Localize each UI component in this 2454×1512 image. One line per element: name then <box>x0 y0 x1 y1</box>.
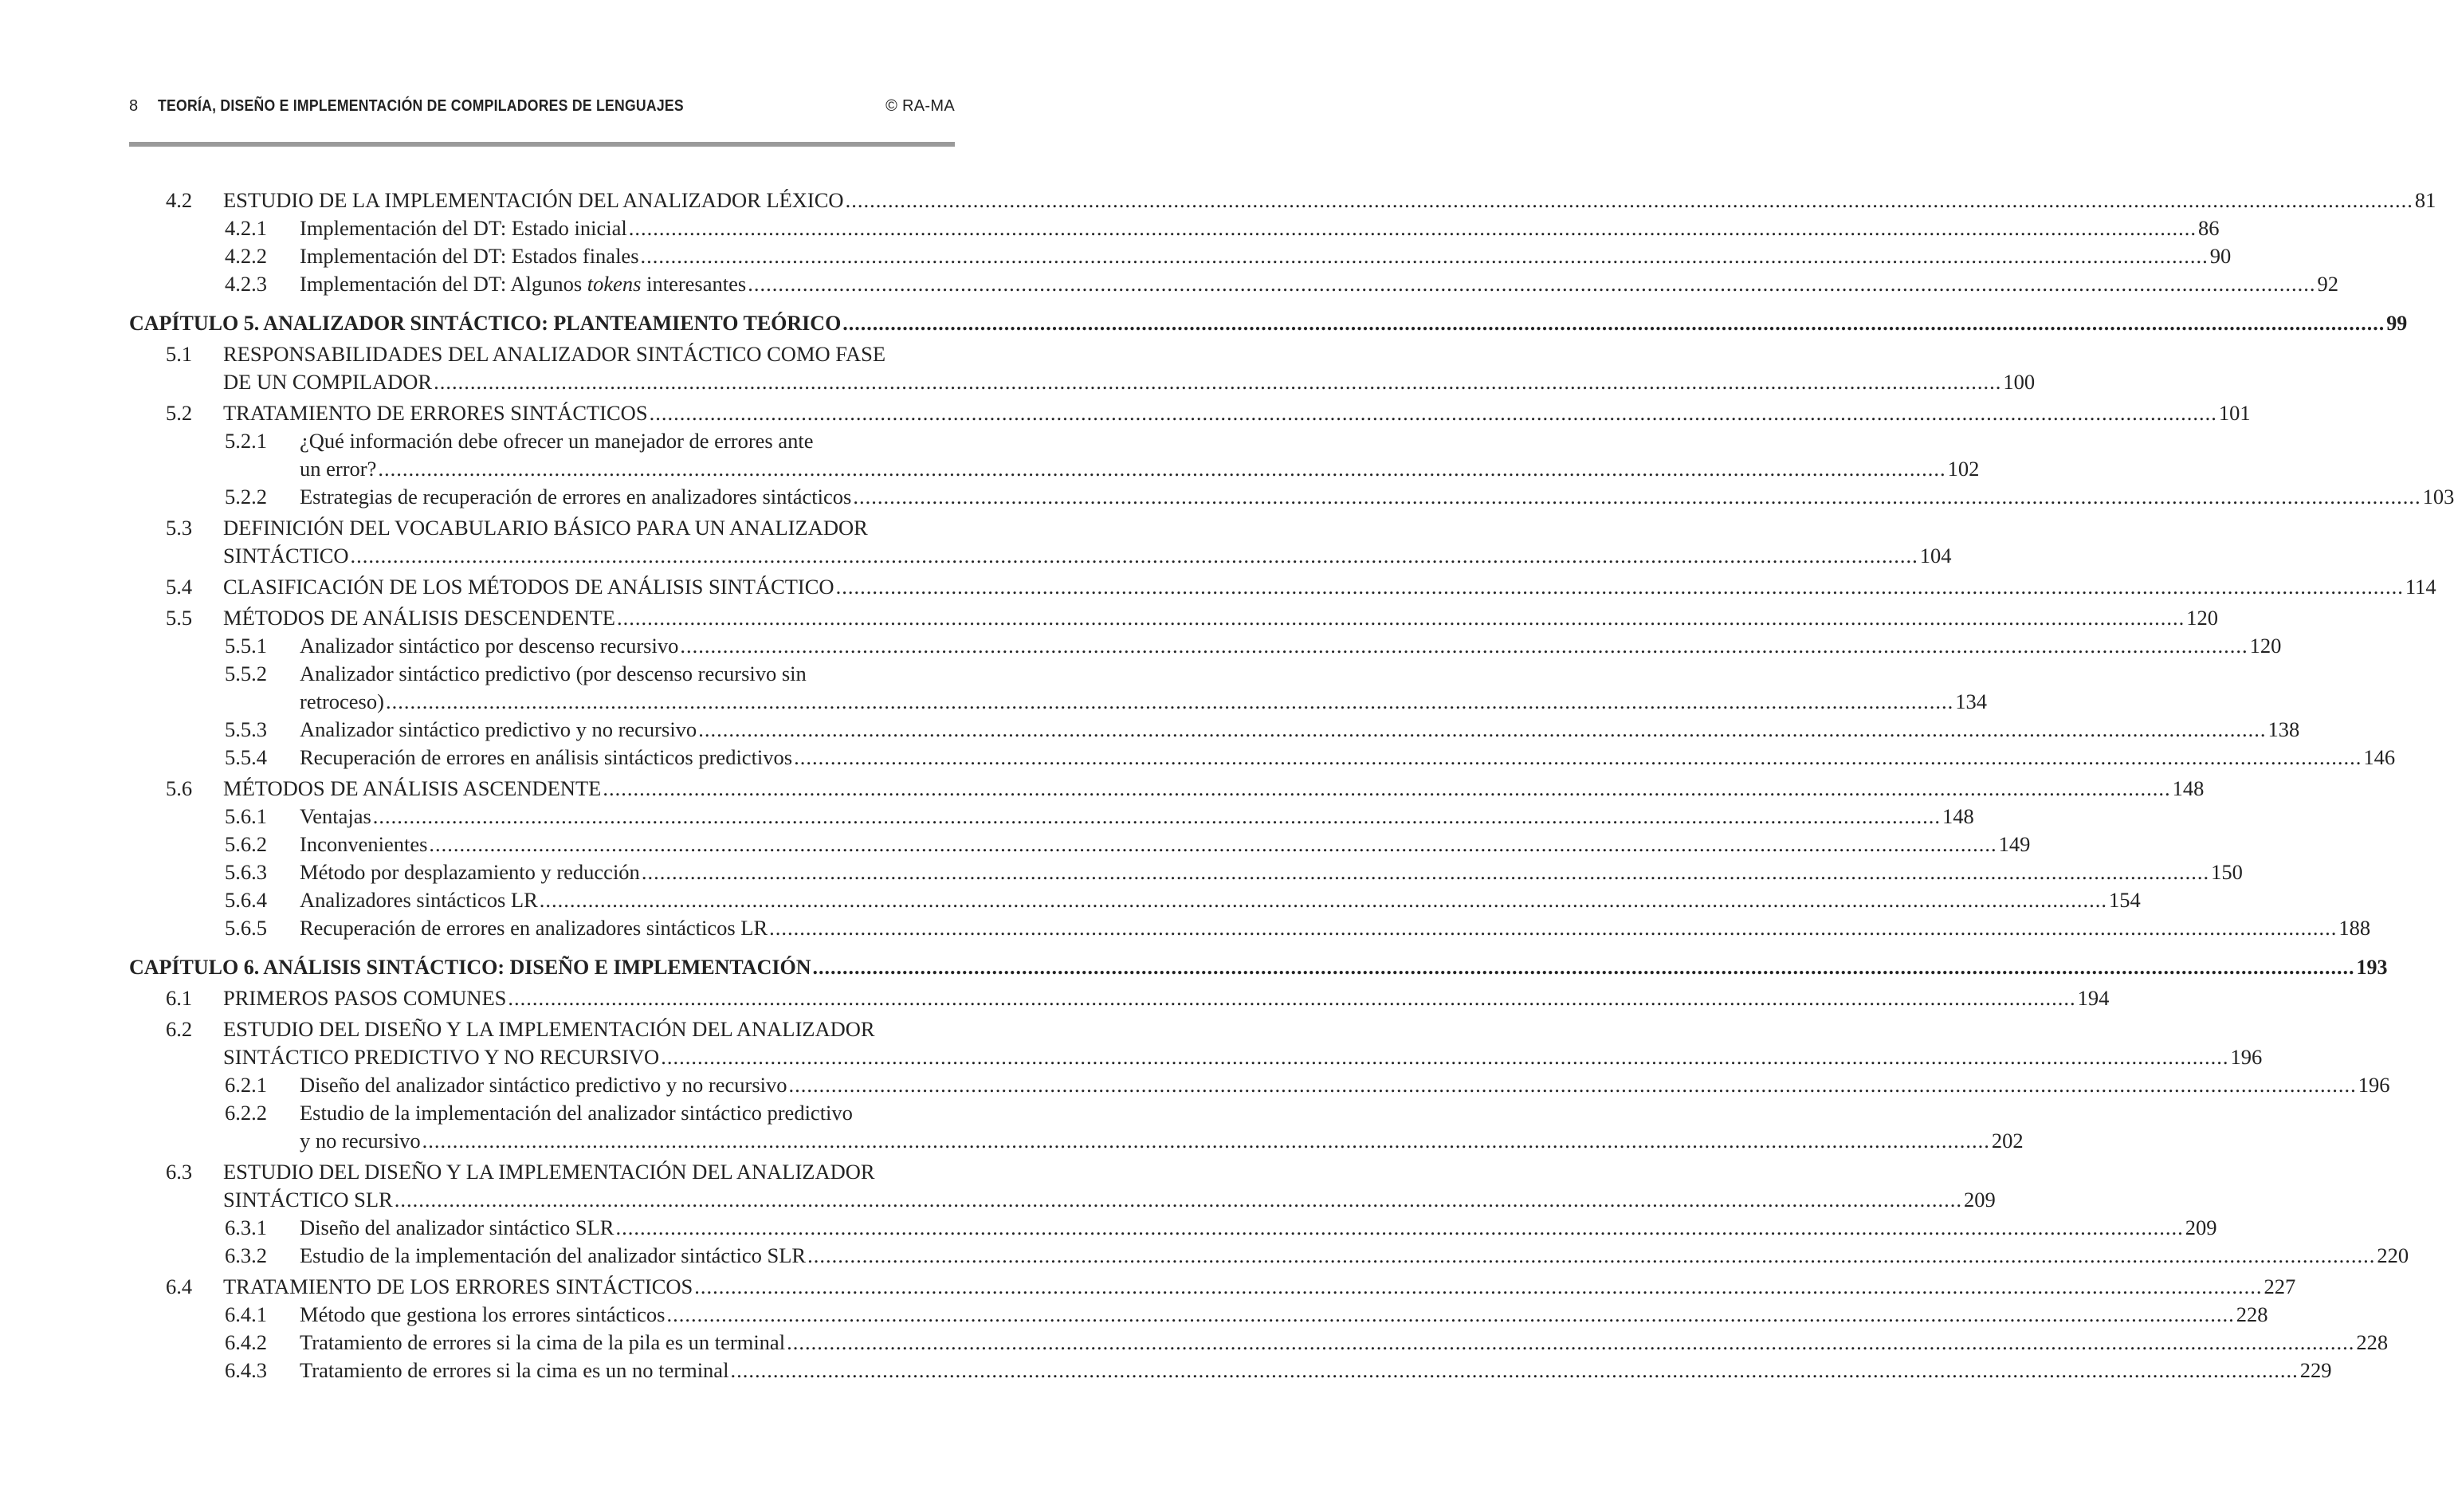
toc-section <box>129 1158 1996 1214</box>
toc-subsection <box>129 1214 2217 1242</box>
toc-entry-number: 5.6.3 <box>225 860 267 884</box>
dot-leader <box>842 309 2385 337</box>
dot-leader <box>650 399 2217 427</box>
toc-entry-title: y no recursivo <box>300 1129 421 1153</box>
toc-page-number: 228 <box>2236 1302 2268 1326</box>
toc-entry-title: Método que gestiona los errores sintácticos <box>300 1302 666 1326</box>
dot-leader <box>351 542 1918 570</box>
toc-subsection <box>129 632 2282 660</box>
toc-entry-title: ESTUDIO DE LA IMPLEMENTACIÓN DEL ANALIZADOR LÉXICO <box>223 188 844 212</box>
dot-leader <box>434 368 2001 396</box>
toc-subsection <box>129 1357 2332 1384</box>
toc-entry-title: DE UN COMPILADOR <box>223 370 433 394</box>
toc-entry-title: Analizador sintáctico predictivo y no recursivo <box>300 717 697 741</box>
toc-entry-number: 5.6 <box>166 776 193 800</box>
toc-entry-number: 6.2.2 <box>225 1101 267 1125</box>
toc-entry-number: 6.4 <box>166 1274 193 1298</box>
toc-page-number: 103 <box>2422 485 2454 509</box>
dot-leader <box>540 886 2107 914</box>
toc-entry-number: 4.2.2 <box>225 244 267 268</box>
toc-entry-number: 6.4.1 <box>225 1302 267 1326</box>
toc-page-number: 154 <box>2109 888 2141 912</box>
toc-entry-number: 5.5.4 <box>225 745 267 769</box>
toc-entry-number: 5.6.5 <box>225 916 267 940</box>
dot-leader <box>730 1357 2298 1384</box>
toc-entry-title: Inconvenientes <box>300 832 428 856</box>
toc-section <box>129 399 2251 427</box>
toc-entry-number: 5.6.1 <box>225 804 267 828</box>
toc-entry-title: RESPONSABILIDADES DEL ANALIZADOR SINTÁCTICO COMO FASE <box>223 342 886 366</box>
dot-leader <box>748 270 2315 298</box>
toc-entry-number: 5.5.3 <box>225 717 267 741</box>
toc-entry-number: 5.3 <box>166 516 193 540</box>
toc-entry-number: 6.3.1 <box>225 1215 267 1239</box>
toc-page-number: 209 <box>1964 1188 1996 1212</box>
toc-entry-title: ESTUDIO DEL DISEÑO Y LA IMPLEMENTACIÓN DEL ANALIZADOR <box>223 1017 875 1041</box>
toc-entry-title: Recuperación de errores en analizadores sintácticos LR <box>300 916 768 940</box>
running-header <box>129 92 955 120</box>
toc-entry-title: SINTÁCTICO <box>223 544 349 567</box>
toc-page-number: 104 <box>1919 544 1952 567</box>
toc-entry-title: Tratamiento de errores si la cima es un no terminal <box>300 1358 729 1382</box>
toc-entry-title: Tratamiento de errores si la cima de la pila es un terminal <box>300 1330 786 1354</box>
toc-entry-number: 5.5 <box>166 606 193 630</box>
toc-entry-title: Implementación del DT: Estados finales <box>300 244 639 268</box>
toc-section <box>129 984 2110 1012</box>
toc-entry-number: 6.2 <box>166 1017 193 1041</box>
toc-entry-title: ¿Qué información debe ofrecer un manejador de errores ante <box>300 429 814 453</box>
dot-leader <box>373 803 1941 831</box>
toc-page-number: 196 <box>2358 1073 2390 1097</box>
toc-subsection <box>129 858 2243 886</box>
toc-entry-number: 4.2.3 <box>225 272 267 296</box>
toc-entry-number: 5.1 <box>166 342 193 366</box>
toc-subsection <box>129 270 2338 298</box>
toc-entry-title: TRATAMIENTO DE ERRORES SINTÁCTICOS <box>223 401 648 425</box>
dot-leader <box>603 775 2170 803</box>
toc-section <box>129 187 2436 214</box>
toc-subsection <box>129 1329 2389 1357</box>
toc-entry-title: Diseño del analizador sintáctico SLR <box>300 1215 614 1239</box>
toc-page-number: 209 <box>2185 1215 2217 1239</box>
toc-entry-title: Método por desplazamiento y reducción <box>300 860 640 884</box>
toc-entry-number: 5.2 <box>166 401 193 425</box>
toc-subsection <box>129 831 2031 858</box>
toc-entry-number: 6.3 <box>166 1160 193 1184</box>
toc-page-number: 114 <box>2405 575 2436 599</box>
toc-subsection <box>129 660 1987 716</box>
toc-page-number: 149 <box>1998 832 2031 856</box>
dot-leader <box>789 1071 2357 1099</box>
toc-page-number: 148 <box>1942 804 1974 828</box>
page-number: 8 <box>129 96 139 115</box>
toc-page-number: 227 <box>2264 1274 2296 1298</box>
toc-section <box>129 573 2436 601</box>
toc-page-number: 101 <box>2218 401 2251 425</box>
dot-leader <box>642 858 2209 886</box>
toc-page-number: 86 <box>2198 216 2220 240</box>
toc-entry-title: Implementación del DT: Algunos tokens interesantes <box>300 272 747 296</box>
toc-page-number: 102 <box>1947 457 1980 481</box>
toc-page-number: 120 <box>2186 606 2218 630</box>
dot-leader <box>395 1186 1962 1214</box>
dot-leader <box>661 1043 2228 1071</box>
toc-page-number: 193 <box>2356 956 2388 979</box>
toc-entry-title: CAPÍTULO 5. ANALIZADOR SINTÁCTICO: PLANTEAMIENTO TEÓRICO <box>129 312 842 335</box>
toc-section <box>129 775 2205 803</box>
toc-page-number: 150 <box>2211 860 2243 884</box>
toc-entry-title: retroceso) <box>300 689 384 713</box>
dot-leader <box>680 632 2248 660</box>
toc-section <box>129 514 1952 570</box>
toc-page-number: 81 <box>2414 188 2436 212</box>
toc-entry-title: MÉTODOS DE ANÁLISIS ASCENDENTE <box>223 776 602 800</box>
toc-entry-number: 6.2.1 <box>225 1073 267 1097</box>
header-rule <box>129 142 955 147</box>
toc-page-number: 90 <box>2209 244 2232 268</box>
toc-subsection <box>129 716 2300 744</box>
toc-subsection <box>129 914 2371 942</box>
toc-entry-title: MÉTODOS DE ANÁLISIS DESCENDENTE <box>223 606 615 630</box>
toc-entry-title: Diseño del analizador sintáctico predictivo y no recursivo <box>300 1073 787 1097</box>
toc-entry-title: Implementación del DT: Estado inicial <box>300 216 627 240</box>
toc-entry-title: Estudio de la implementación del analizador sintáctico predictivo <box>300 1101 853 1125</box>
toc-page-number: 196 <box>2230 1045 2263 1069</box>
toc-page-number: 220 <box>2377 1243 2409 1267</box>
toc-entry-number: 4.2.1 <box>225 216 267 240</box>
book-title: TEORÍA, DISEÑO E IMPLEMENTACIÓN DE COMPILADORES DE LENGUAJES <box>158 96 684 115</box>
dot-leader <box>794 744 2362 772</box>
toc-page-number: 194 <box>2077 986 2110 1010</box>
toc-entry-number: 4.2 <box>166 188 193 212</box>
toc-entry-title: Analizador sintáctico predictivo (por descenso recursivo sin <box>300 662 807 685</box>
dot-leader <box>666 1301 2234 1329</box>
toc-subsection <box>129 1071 2390 1099</box>
toc-section <box>129 604 2218 632</box>
toc-subsection <box>129 803 1974 831</box>
toc-page-number: 148 <box>2172 776 2205 800</box>
dot-leader <box>698 716 2266 744</box>
dot-leader <box>836 573 2404 601</box>
dot-leader <box>378 455 1946 483</box>
dot-leader <box>615 1214 2183 1242</box>
toc-entry-title: Recuperación de errores en análisis sintácticos predictivos <box>300 745 793 769</box>
dot-leader <box>617 604 2185 632</box>
dot-leader <box>853 483 2421 511</box>
dot-leader <box>429 831 1997 858</box>
toc-page-number: 99 <box>2386 312 2408 335</box>
toc-page-number: 202 <box>1991 1129 2024 1153</box>
publisher-mark: © RA-MA <box>885 96 955 115</box>
toc-subsection <box>129 744 2396 772</box>
dot-leader <box>813 953 2355 981</box>
toc-entry-title: un error? <box>300 457 377 481</box>
toc-section <box>129 1273 2296 1301</box>
toc-page-number: 100 <box>2003 370 2036 394</box>
dot-leader <box>422 1127 1990 1155</box>
toc-chapter <box>129 309 2408 337</box>
dot-leader <box>846 187 2413 214</box>
toc-entry-number: 5.2.2 <box>225 485 267 509</box>
toc-subsection <box>129 242 2232 270</box>
toc-entry-title: Analizador sintáctico por descenso recursivo <box>300 634 679 658</box>
toc-entry-number: 6.4.2 <box>225 1330 267 1354</box>
toc-page-number: 188 <box>2338 916 2371 940</box>
dot-leader <box>694 1273 2262 1301</box>
toc-entry-number: 6.3.2 <box>225 1243 267 1267</box>
toc-entry-title: CLASIFICACIÓN DE LOS MÉTODOS DE ANÁLISIS SINTÁCTICO <box>223 575 834 599</box>
toc-entry-title: DEFINICIÓN DEL VOCABULARIO BÁSICO PARA UN ANALIZADOR <box>223 516 868 540</box>
toc-page-number: 120 <box>2249 634 2282 658</box>
dot-leader <box>807 1242 2375 1270</box>
toc-entry-title: PRIMEROS PASOS COMUNES <box>223 986 507 1010</box>
toc-page-number: 138 <box>2267 717 2300 741</box>
dot-leader <box>629 214 2197 242</box>
toc-entry-title: Ventajas <box>300 804 371 828</box>
toc-entry-title: SINTÁCTICO PREDICTIVO Y NO RECURSIVO <box>223 1045 660 1069</box>
toc-subsection <box>129 483 2454 511</box>
toc-subsection <box>129 214 2220 242</box>
table-of-contents <box>129 183 2454 1384</box>
toc-page-number: 146 <box>2363 745 2396 769</box>
toc-entry-number: 5.4 <box>166 575 193 599</box>
dot-leader <box>508 984 2075 1012</box>
toc-entry-title: CAPÍTULO 6. ANÁLISIS SINTÁCTICO: DISEÑO E IMPLEMENTACIÓN <box>129 956 811 979</box>
toc-entry-number: 5.6.2 <box>225 832 267 856</box>
toc-page-number: 92 <box>2317 272 2338 296</box>
toc-page-number: 229 <box>2299 1358 2332 1382</box>
toc-entry-title: Estudio de la implementación del analizador sintáctico SLR <box>300 1243 807 1267</box>
toc-subsection <box>129 1301 2268 1329</box>
toc-entry-title: Estrategias de recuperación de errores en analizadores sintácticos <box>300 485 852 509</box>
toc-entry-title: ESTUDIO DEL DISEÑO Y LA IMPLEMENTACIÓN DEL ANALIZADOR <box>223 1160 875 1184</box>
dot-leader <box>787 1329 2354 1357</box>
toc-chapter <box>129 953 2388 981</box>
toc-page-number: 228 <box>2356 1330 2389 1354</box>
toc-subsection <box>129 1099 2024 1155</box>
dot-leader <box>769 914 2337 942</box>
toc-entry-number: 5.2.1 <box>225 429 267 453</box>
toc-subsection <box>129 427 1980 483</box>
dot-leader <box>386 688 1953 716</box>
toc-entry-title: SINTÁCTICO SLR <box>223 1188 393 1212</box>
toc-entry-number: 5.5.2 <box>225 662 267 685</box>
toc-subsection <box>129 1242 2409 1270</box>
toc-entry-title: TRATAMIENTO DE LOS ERRORES SINTÁCTICOS <box>223 1274 693 1298</box>
toc-subsection <box>129 886 2141 914</box>
toc-entry-number: 6.4.3 <box>225 1358 267 1382</box>
toc-entry-number: 5.6.4 <box>225 888 267 912</box>
dot-leader <box>641 242 2209 270</box>
toc-section <box>129 340 2036 396</box>
toc-entry-title: Analizadores sintácticos LR <box>300 888 538 912</box>
toc-entry-number: 5.5.1 <box>225 634 267 658</box>
toc-page-number: 134 <box>1955 689 1987 713</box>
toc-entry-number: 6.1 <box>166 986 193 1010</box>
toc-section <box>129 1015 2263 1071</box>
